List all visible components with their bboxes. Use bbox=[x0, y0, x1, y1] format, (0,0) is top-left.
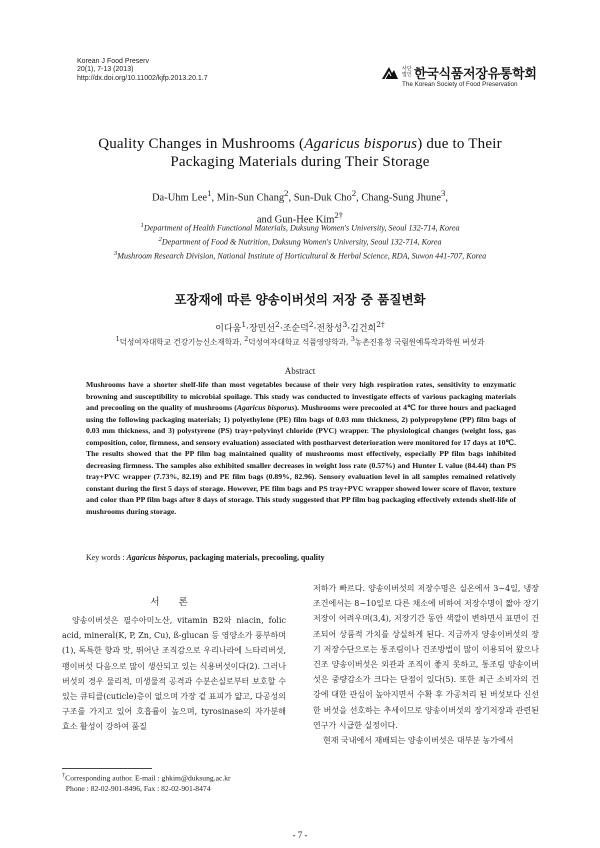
society-tag-line2: 법인 bbox=[402, 72, 412, 78]
intro-paragraph: 양송이버섯은 필수아미노산, vitamin B2와 niacin, folic acid, mineral(K, P, Zn, Cu), ß-glucan 등 영양소가 풍부하며 (1), 독특한 향과 맛, 뛰어난 조직감으로 우리나라에 느타리버섯, 팽이버섯 다음으로 많이 생산되고 있는 식용버섯이다(2). 그러나 버섯의 경우 물리적, 미생물적 공격과 수분손실로부터 보호할 수 있는 큐티클(cuticle)층이 없으며 가장 겉 표피가 얇고, 다공성의 구조를 가지고 있어 호흡률이 높으며, tyrosinase의 자가분해 효소 활성이 강하여 품질 bbox=[62, 616, 286, 732]
author-name: , Chang-Sung Jhune bbox=[356, 192, 442, 204]
author-separator: , bbox=[445, 192, 449, 204]
affiliation-list bbox=[40, 220, 560, 263]
society-tag bbox=[402, 66, 412, 78]
author-name: , Min-Sun Chang bbox=[211, 192, 285, 204]
abstract-species: Agaricus bisporus bbox=[236, 403, 295, 412]
footnote-rule bbox=[62, 768, 152, 769]
column-right bbox=[313, 581, 539, 748]
author-affil-mark: 1 bbox=[207, 188, 212, 198]
section-heading-intro: 서 론 bbox=[150, 597, 196, 608]
society-tag-line1: 사단 bbox=[402, 66, 412, 72]
korean-author-list: 이다움$^1$·장민선$^2$·조순덕$^2$·전창성$^3$·김건희$^{2\dagger}$ bbox=[215, 320, 385, 334]
author-affil-mark: 2 bbox=[284, 188, 289, 198]
keywords bbox=[86, 553, 516, 562]
keywords-label: Key words : bbox=[86, 553, 127, 562]
affiliation-item: $^1$Department of Health Functional Materials, Duksung Women's University, Seoul 132-714, Korea bbox=[140, 222, 460, 233]
author-affil-mark: 2 bbox=[351, 188, 357, 198]
abstract-body: Mushrooms have a shorter shelf-life than most vegetables because of their very high respiration rates, sensitivity to enzymatic browning and susceptibility to microbial spoilage. This study was conducted to investigate effects of various packaging materials and precooling on the quality of mushrooms (Agaricus bisporus). Mushrooms were precooled at 4℃ for three hours and packaged using the following packaging materials; 1) polyethylene (PE) film bags of 0.03 mm thickness, 2) polypropylene (PP) film bags of 0.03 mm thickness, and 3) polystyrene (PS) tray+polyvinyl chloride (PVC) wrapper. The physiological changes (weight loss, gas composition, color, firmness, and sensory evaluation) associated with postharvest deterioration were monitored for 17 days at 10℃. The results showed that the PP film bag maintained quality of mushrooms most effectively, especially PP film bags inhibited decreasing firmness. The samples also exhibited smaller decreases in weight loss rate (0.57%) and Hunter L value (84.44) than PS tray+PVC wrapper (7.73%, 82.19) and PE film bags (0.89%, 82.96). Sensory evaluation level in all samples remained relatively constant during the first 5 days of storage. However, PE film bags and PS tray+PVC wrapper showed lower score of flavor, texture and color than PP film bags after 8 days of storage. This study suggested that PP film bag packaging effectively extends shelf-life of mushrooms during storage. bbox=[86, 380, 516, 516]
journal-doi: http://dx.doi.org/10.11002/kjfp.2013.20.1.7 bbox=[77, 74, 208, 82]
intro-paragraph: 현재 국내에서 재배되는 양송이버섯은 대부분 농가에서 bbox=[323, 736, 514, 746]
journal-volume: 20(1), 7-13 (2013) bbox=[77, 66, 134, 74]
title-line2: Packaging Materials during Their Storage bbox=[170, 154, 430, 170]
author-name: Da-Uhm Lee bbox=[151, 192, 208, 204]
author-name: , Sun-Duk Cho bbox=[288, 192, 352, 204]
author-name: and Gun-Hee Kim bbox=[256, 214, 335, 225]
footnote bbox=[62, 771, 231, 795]
korean-title: 포장재에 따른 양송이버섯의 저장 중 품질변화 bbox=[174, 292, 426, 307]
intro-paragraph: 저하가 빠르다. 양송이버섯의 저장수명은 실온에서 3~4일, 냉장조건에서는 8~10일로 다른 채소에 비하여 저장수명이 짧아 장기 저장이 어려우며(3,4), 저장기간 동안 색깔이 변하면서 표면이 건조되어 상품적 가치를 상실하게 된다. 지금까지 양송이버섯의 장기 저장수단으로는 통조림이나 건조방법이 많이 이용되어 왔으나 건조 양송이버섯은 외관과 조직이 좋지 못하고, 통조림 양송이버섯은 중량감소가 크다는 단점이 있다(5). 또한 최근 소비자의 건강에 대한 관심이 높아지면서 수확 후 가공처리 된 버섯보다 신선한 버섯을 선호하는 추세이므로 양송이버섯의 장기저장과 관련된 연구가 시급한 실정이다. bbox=[313, 584, 539, 730]
author-affil-mark: 2† bbox=[334, 209, 344, 220]
keywords-rest: , packaging materials, precooling, quality bbox=[185, 553, 325, 562]
affiliation-item: $^2$Department of Food & Nutrition, Duksung Women's University, Seoul 132-714, Korea bbox=[158, 236, 442, 247]
society-emblem-icon bbox=[380, 64, 400, 82]
journal-name: Korean J Food Preserv bbox=[77, 58, 149, 65]
title-line1-after: ) due to Their bbox=[417, 136, 502, 152]
keyword-species: Agaricus bisporus bbox=[126, 553, 186, 562]
page-number: - 7 - bbox=[292, 830, 308, 840]
title-species: Agaricus bisporus bbox=[304, 136, 418, 152]
affiliation-item: $^3$Mushroom Research Division, National Institute of Horticultural & Herbal Science, RDA, Suwon 441-707, Korea bbox=[113, 250, 487, 262]
paper-title bbox=[40, 135, 560, 171]
corresponding-author: †Corresponding author. E-mail : ghkim@duksung.ac.kr bbox=[62, 772, 231, 783]
korean-affiliation: $^1$덕성여자대학교 건강기능신소재학과, $^2$덕성여자대학교 식품영양학과, $^3$농촌진흥청 국립원예특작과학원 버섯과 bbox=[115, 336, 485, 347]
society-korean-name: 한국식품저장유통학회 bbox=[414, 67, 537, 82]
column-left bbox=[62, 613, 286, 735]
society-english-name: The Korean Society of Food Preservation bbox=[402, 81, 518, 88]
author-affil-mark: 3 bbox=[441, 188, 446, 198]
contact-phone-fax: Phone : 82-02-901-8496, Fax : 82-02-901-8474 bbox=[65, 784, 211, 794]
journal-info bbox=[77, 58, 208, 83]
abstract-heading: Abstract bbox=[284, 366, 316, 376]
title-line1-before: Quality Changes in Mushrooms ( bbox=[98, 136, 305, 152]
